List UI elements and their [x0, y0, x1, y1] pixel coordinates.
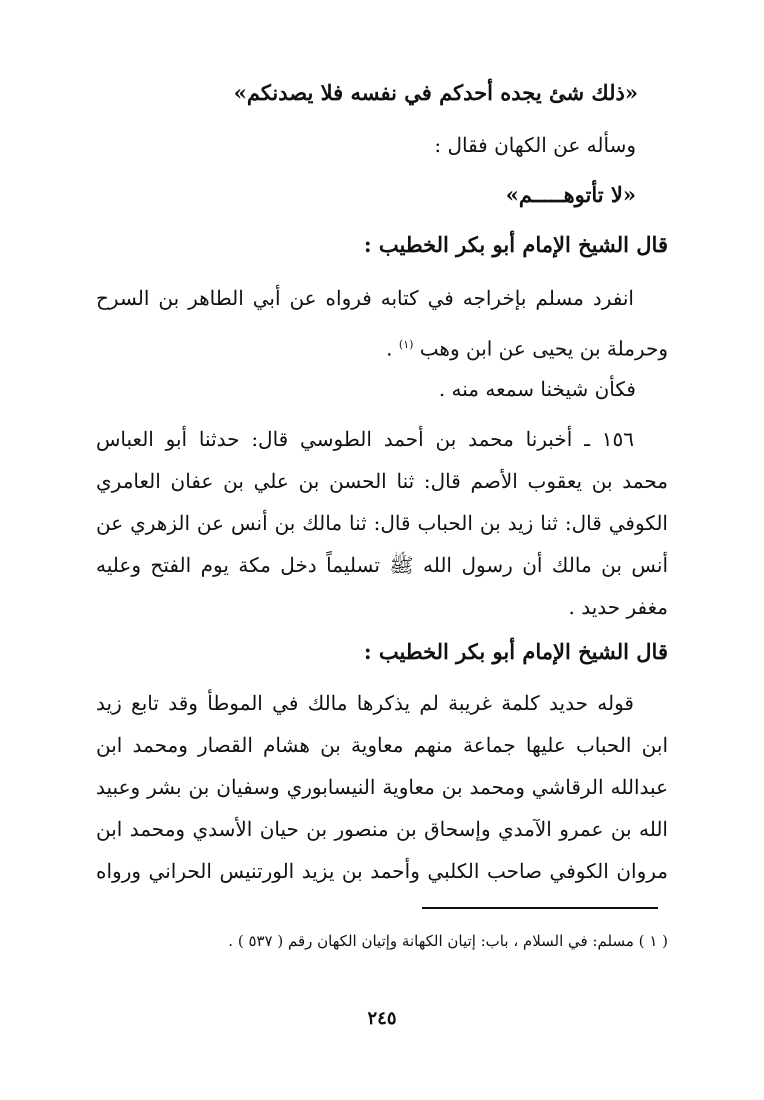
comment-line-1: قوله حديد كلمة غريبة لم يذكرها مالك في الموطأ وقد تابع زيد [96, 691, 634, 715]
section-heading-1: قال الشيخ الإمام أبو بكر الخطيب : [363, 232, 668, 257]
comment-line-3: عبدالله الرقاشي ومحمد بن معاوية النيسابوري وسفيان بن بشر وعبيد [96, 775, 668, 799]
hadith-line-2: محمد بن يعقوب الأصم قال: ثنا الحسن بن علي بن عفان العامري [96, 469, 668, 493]
footnote-marker[interactable]: (١) [398, 338, 414, 351]
paragraph-line-5: انفرد مسلم بإخراجه في كتابه فرواه عن أبي الطاهر بن السرح [96, 286, 634, 310]
page-number: ٢٤٥ [367, 1008, 397, 1029]
text-line-2: وسأله عن الكهان فقال : [434, 133, 636, 157]
comment-line-4: الله بن عمرو الآمدي وإسحاق بن منصور بن حيان الأسدي ومحمد ابن [96, 817, 668, 841]
hadith-line-4: أنس بن مالك أن رسول الله ﷺ تسليماً دخل مكة يوم الفتح وعليه [96, 553, 668, 577]
hadith-line-3: الكوفي قال: ثنا زيد بن الحباب قال: ثنا مالك بن أنس عن الزهري عن [96, 511, 668, 535]
comment-line-2: ابن الحباب عليها جماعة منهم معاوية بن هشام القصار ومحمد ابن [96, 733, 669, 757]
quote-line-1: «ذلك شئ يجده أحدكم في نفسه فلا يصدنكم» [233, 80, 638, 105]
paragraph-line-6-end: . [386, 336, 393, 361]
hadith-line-1: ١٥٦ ـ أخبرنا محمد بن أحمد الطوسي قال: حدثنا أبو العباس [96, 427, 634, 451]
quote-line-3: «لا تأتوهـــــم» [505, 182, 636, 207]
comment-line-5: مروان الكوفي صاحب الكلبي وأحمد بن يزيد الورتنيس الحراني ورواه [96, 859, 668, 883]
hadith-line-5: مغفر حديد . [568, 595, 668, 619]
paragraph-line-6-text: وحرملة بن يحيى عن ابن وهب [419, 336, 668, 361]
footnote: ( ١ ) مسلم: في السلام ، باب: إتيان الكهانة وإتيان الكهان رقم ( ٥٣٧ ) . [228, 932, 668, 950]
paragraph-line-6 [96, 330, 668, 364]
text-line-7: فكأن شيخنا سمعه منه . [438, 377, 636, 401]
section-heading-2: قال الشيخ الإمام أبو بكر الخطيب : [363, 639, 668, 664]
footnote-divider [422, 907, 658, 909]
